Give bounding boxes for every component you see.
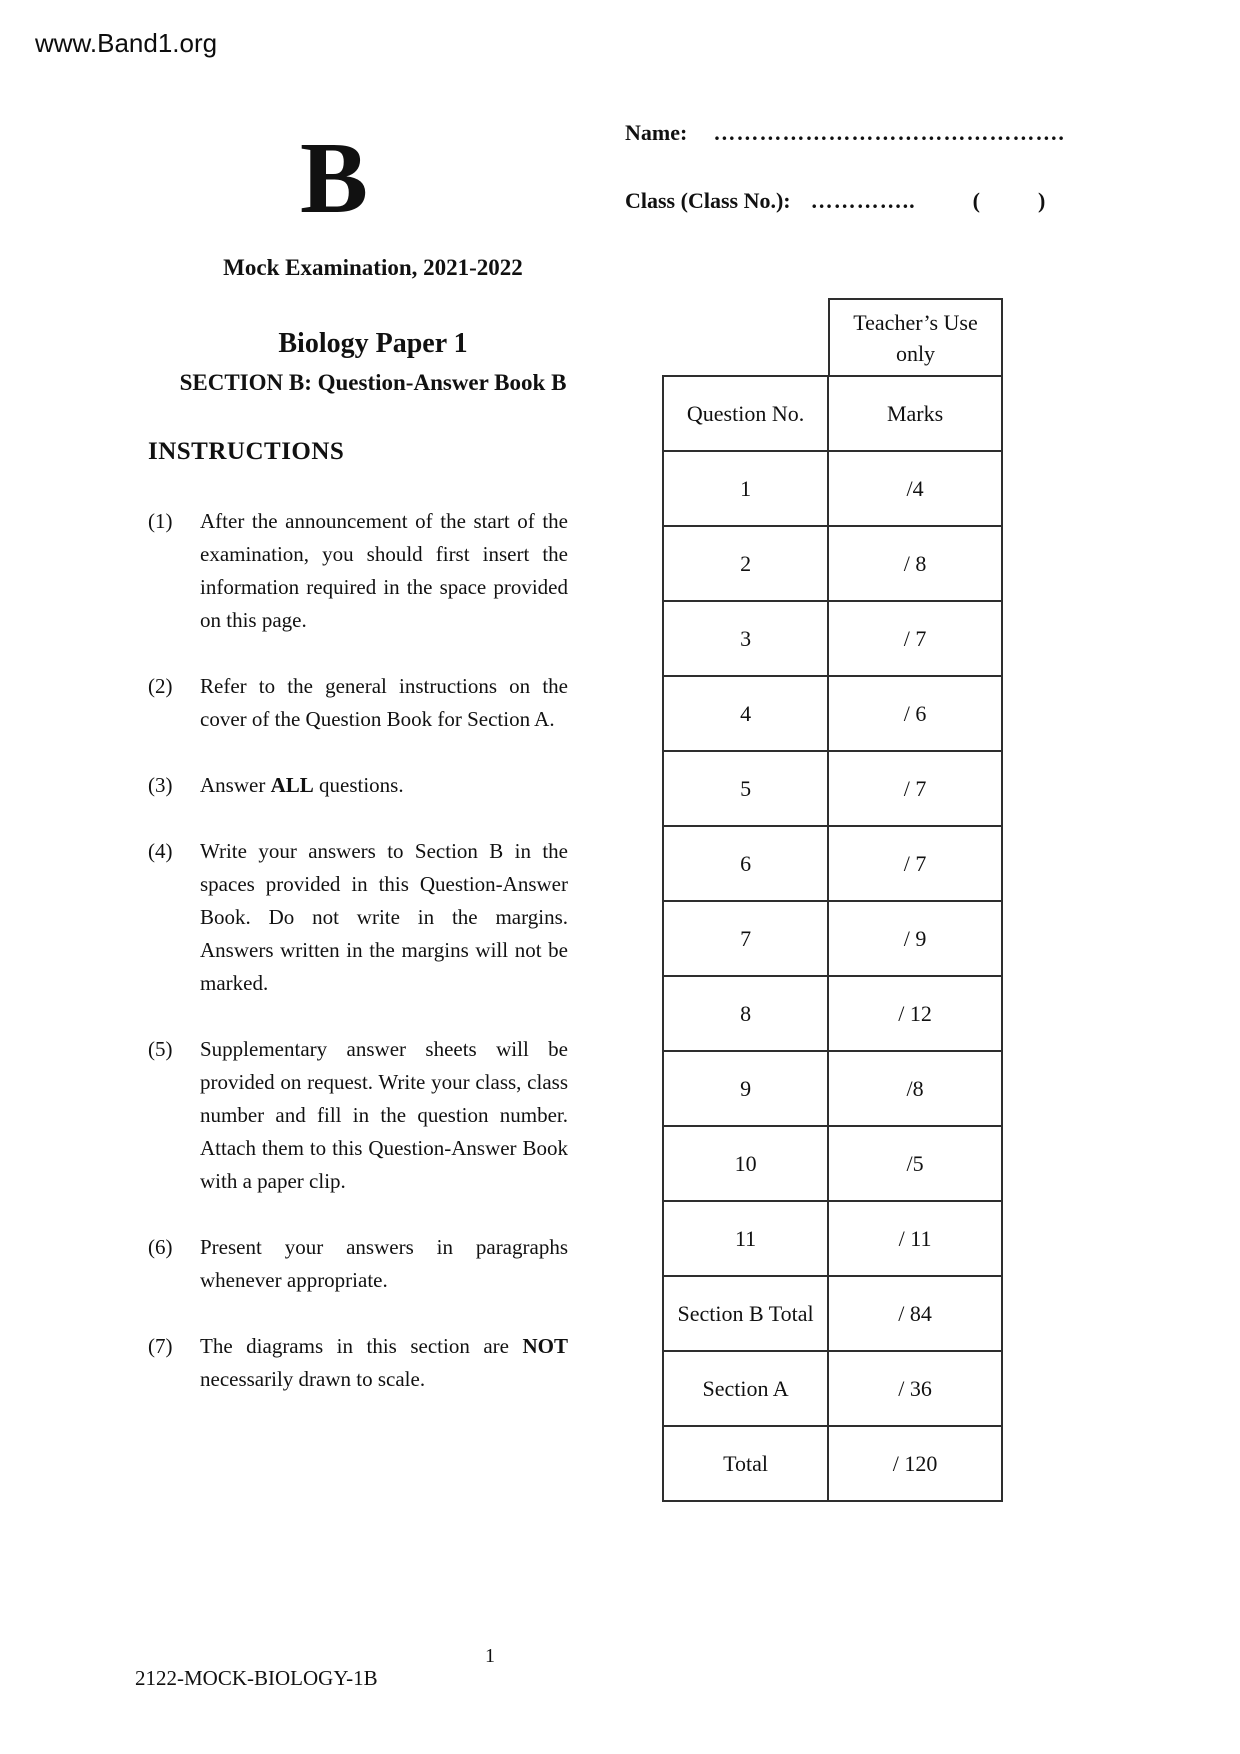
class-no-paren-close: ) xyxy=(1037,188,1046,213)
table-row: 11 / 11 xyxy=(663,1201,1002,1276)
instruction-item-5 xyxy=(148,1033,568,1198)
question-no-header: Question No. xyxy=(663,376,828,451)
table-row: 8 / 12 xyxy=(663,976,1002,1051)
table-row: 2 / 8 xyxy=(663,526,1002,601)
table-row: 1 /4 xyxy=(663,451,1002,526)
name-label: Name: xyxy=(625,120,688,145)
table-row: 9 /8 xyxy=(663,1051,1002,1126)
instruction-text: The diagrams in this section are NOT necessarily drawn to scale. xyxy=(200,1334,568,1391)
instruction-number: (4) xyxy=(148,839,173,863)
instruction-item-2 xyxy=(148,670,568,736)
table-row-total: Total / 120 xyxy=(663,1426,1002,1501)
table-row: 4 / 6 xyxy=(663,676,1002,751)
marks-table xyxy=(662,375,1003,1502)
site-url: www.Band1.org xyxy=(35,28,218,58)
instruction-number: (3) xyxy=(148,773,173,797)
instruction-item-3 xyxy=(148,769,568,802)
instruction-number: (1) xyxy=(148,509,173,533)
exam-title: Mock Examination, 2021-2022 xyxy=(223,255,523,280)
instruction-number: (2) xyxy=(148,674,173,698)
table-row: 6 / 7 xyxy=(663,826,1002,901)
instruction-number: (5) xyxy=(148,1037,173,1061)
marks-header: Marks xyxy=(828,376,1002,451)
instruction-text: Refer to the general instructions on the cover of the Question Book for Section A. xyxy=(200,674,568,731)
instruction-item-1 xyxy=(148,505,568,637)
instructions-heading: INSTRUCTIONS xyxy=(148,438,345,465)
instruction-number: (7) xyxy=(148,1334,173,1358)
teacher-marks-panel xyxy=(662,298,1003,1502)
page-number: 1 xyxy=(485,1645,495,1667)
section-subtitle: SECTION B: Question-Answer Book B xyxy=(179,370,567,395)
instruction-text: Answer ALL questions. xyxy=(200,773,404,797)
instructions-list xyxy=(148,505,568,1429)
table-row: 3 / 7 xyxy=(663,601,1002,676)
instruction-text: After the announcement of the start of the examination, you should first insert the information required in the space provided on this page. xyxy=(200,509,568,632)
table-row: 5 / 7 xyxy=(663,751,1002,826)
instruction-item-6 xyxy=(148,1231,568,1297)
class-label: Class (Class No.): xyxy=(625,188,791,213)
instruction-text: Write your answers to Section B in the spaces provided in this Question-Answer Book. Do not write in the margins. Answers written in the margins will not be marked. xyxy=(200,839,568,995)
table-row-section-a: Section A / 36 xyxy=(663,1351,1002,1426)
paper-code: 2122-MOCK-BIOLOGY-1B xyxy=(135,1666,378,1690)
instruction-item-4 xyxy=(148,835,568,1000)
instruction-item-7 xyxy=(148,1330,568,1396)
class-field-row xyxy=(625,188,1045,214)
paper-title: Biology Paper 1 xyxy=(278,328,468,359)
class-no-paren-open: ( xyxy=(972,188,980,213)
class-dotted-line: ………….. xyxy=(810,188,916,213)
instruction-text: Present your answers in paragraphs whenever appropriate. xyxy=(200,1235,568,1292)
table-row: 10 /5 xyxy=(663,1126,1002,1201)
table-row: 7 / 9 xyxy=(663,901,1002,976)
marks-table-header-row xyxy=(663,376,1002,451)
name-dotted-line: ………………………………………. xyxy=(713,120,1065,145)
instruction-text: Supplementary answer sheets will be provided on request. Write your class, class number and fill in the question number. Attach them to this Question-Answer Book with a paper clip. xyxy=(200,1037,568,1193)
instruction-number: (6) xyxy=(148,1235,173,1259)
book-letter: B xyxy=(300,122,369,235)
teachers-use-only-header: Teacher’s Use only xyxy=(828,298,1003,377)
table-row-section-b-total: Section B Total / 84 xyxy=(663,1276,1002,1351)
name-field-row xyxy=(625,120,1103,146)
